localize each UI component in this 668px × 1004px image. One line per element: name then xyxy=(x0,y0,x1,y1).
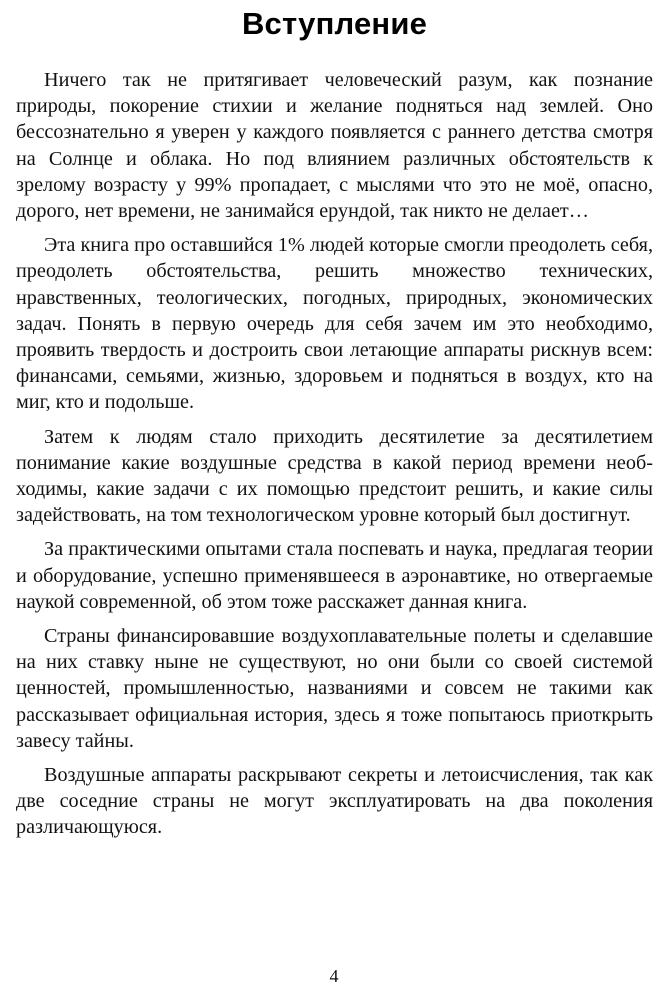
chapter-body xyxy=(16,67,653,841)
paragraph-4: За практическими опытами стала поспевать и наука, предлагая теории и оборудование, успешно применявшееся в аэронавтике, но отвергаемые наукой современной, об этом тоже расскажет данная книга. xyxy=(16,538,653,613)
paragraph-1: Ничего так не притягивает человеческий разум, как познание природы, покорение стихии и желание подняться над землей. Оно бессознательно я уверен у каждого появляется с раннего детства смотря на Солнце и облака. Но под влиянием различных обстоятельств к зрелому возрасту у 99% пропадает, с мыслями что это не моё, опасно, дорого, нет времени, не занимайся ерундой, так никто не делает… xyxy=(16,69,653,223)
page-number: 4 xyxy=(329,966,339,986)
chapter-title: Вступление xyxy=(241,6,428,41)
paragraph-5: Страны финансировавшие воздухоплавательные полеты и сделавшие на них ставку ныне не существуют, но они были со своей системой ценностей, промышленностью, названиями и совсем не такими как рассказывает официальная история, здесь я тоже попытаюсь приоткрыть завесу тайны. xyxy=(16,625,653,752)
paragraph-2: Эта книга про оставшийся 1% людей которые смогли преодолеть себя, преодолеть обстоятельства, решить множество технических, нравственных, теологических, погодных, природных, экономических задач. Понять в первую очередь для себя зачем им это необходимо, проявить твердость и достроить свои летающие аппараты рискнув всем: финансами, семьями, жизнью, здоровьем и подняться в воздух, кто на миг, кто и подольше. xyxy=(16,234,653,414)
paragraph-6: Воздушные аппараты раскрывают секреты и летоисчисления, так как две соседние страны не могут эксплуатировать на два поколения различающуюся. xyxy=(16,764,653,839)
paragraph-3: Затем к людям стало приходить десятилетие за десятилетием понимание какие воздушные средства в какой период времени необходимы, какие задачи с их помощью предстоит решить, и какие силы задействовать, на том технологическом уровне который был достигнут. xyxy=(16,425,653,527)
